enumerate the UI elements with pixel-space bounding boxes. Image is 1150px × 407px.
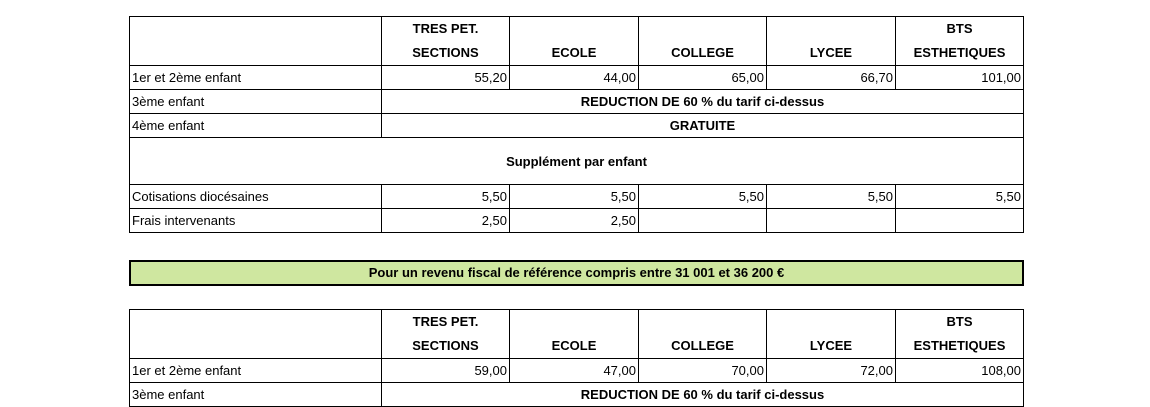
value-cell: 5,50 [767, 185, 896, 209]
header-col-college: COLLEGE [639, 310, 767, 359]
header-empty-cell [130, 310, 382, 359]
value-cell: 2,50 [510, 209, 639, 233]
header-col-bts-esthetiques: BTS ESTHETIQUES [896, 17, 1024, 66]
value-cell [639, 209, 767, 233]
header-col-tres-pet-sections: TRES PET. SECTIONS [382, 310, 510, 359]
row-label: 3ème enfant [130, 383, 382, 407]
tarif-table-2 [129, 309, 1024, 407]
value-cell: 72,00 [767, 359, 896, 383]
value-cell: 101,00 [896, 66, 1024, 90]
reduction-text: REDUCTION DE 60 % du tarif ci-dessus [382, 90, 1024, 114]
header-col-ecole: ECOLE [510, 17, 639, 66]
value-cell: 47,00 [510, 359, 639, 383]
value-cell: 5,50 [639, 185, 767, 209]
header-row [130, 17, 1024, 66]
value-cell: 5,50 [896, 185, 1024, 209]
value-cell: 5,50 [510, 185, 639, 209]
row-label: Frais intervenants [130, 209, 382, 233]
supplement-heading: Supplément par enfant [130, 138, 1024, 185]
header-empty-cell [130, 17, 382, 66]
row-frais-intervenants [130, 209, 1024, 233]
reduction-text: REDUCTION DE 60 % du tarif ci-dessus [382, 383, 1024, 407]
value-cell: 5,50 [382, 185, 510, 209]
row-label: 1er et 2ème enfant [130, 66, 382, 90]
header-col-lycee: LYCEE [767, 310, 896, 359]
header-col-tres-pet-sections: TRES PET. SECTIONS [382, 17, 510, 66]
row-label: 1er et 2ème enfant [130, 359, 382, 383]
row-1er-2eme-enfant [130, 66, 1024, 90]
value-cell: 44,00 [510, 66, 639, 90]
revenu-fiscal-banner: Pour un revenu fiscal de référence compris entre 31 001 et 36 200 € [129, 260, 1024, 286]
value-cell: 65,00 [639, 66, 767, 90]
value-cell: 2,50 [382, 209, 510, 233]
row-3eme-enfant [130, 383, 1024, 407]
supplement-row [130, 138, 1024, 185]
tarif-table-1 [129, 16, 1024, 233]
row-1er-2eme-enfant [130, 359, 1024, 383]
row-3eme-enfant [130, 90, 1024, 114]
row-cotisations-diocesaines [130, 185, 1024, 209]
header-col-ecole: ECOLE [510, 310, 639, 359]
value-cell: 55,20 [382, 66, 510, 90]
row-label: Cotisations diocésaines [130, 185, 382, 209]
header-col-lycee: LYCEE [767, 17, 896, 66]
value-cell [896, 209, 1024, 233]
row-label: 4ème enfant [130, 114, 382, 138]
header-col-college: COLLEGE [639, 17, 767, 66]
value-cell: 59,00 [382, 359, 510, 383]
value-cell: 108,00 [896, 359, 1024, 383]
value-cell [767, 209, 896, 233]
row-label: 3ème enfant [130, 90, 382, 114]
value-cell: 66,70 [767, 66, 896, 90]
row-4eme-enfant [130, 114, 1024, 138]
header-row [130, 310, 1024, 359]
gratuite-text: GRATUITE [382, 114, 1024, 138]
header-col-bts-esthetiques: BTS ESTHETIQUES [896, 310, 1024, 359]
value-cell: 70,00 [639, 359, 767, 383]
